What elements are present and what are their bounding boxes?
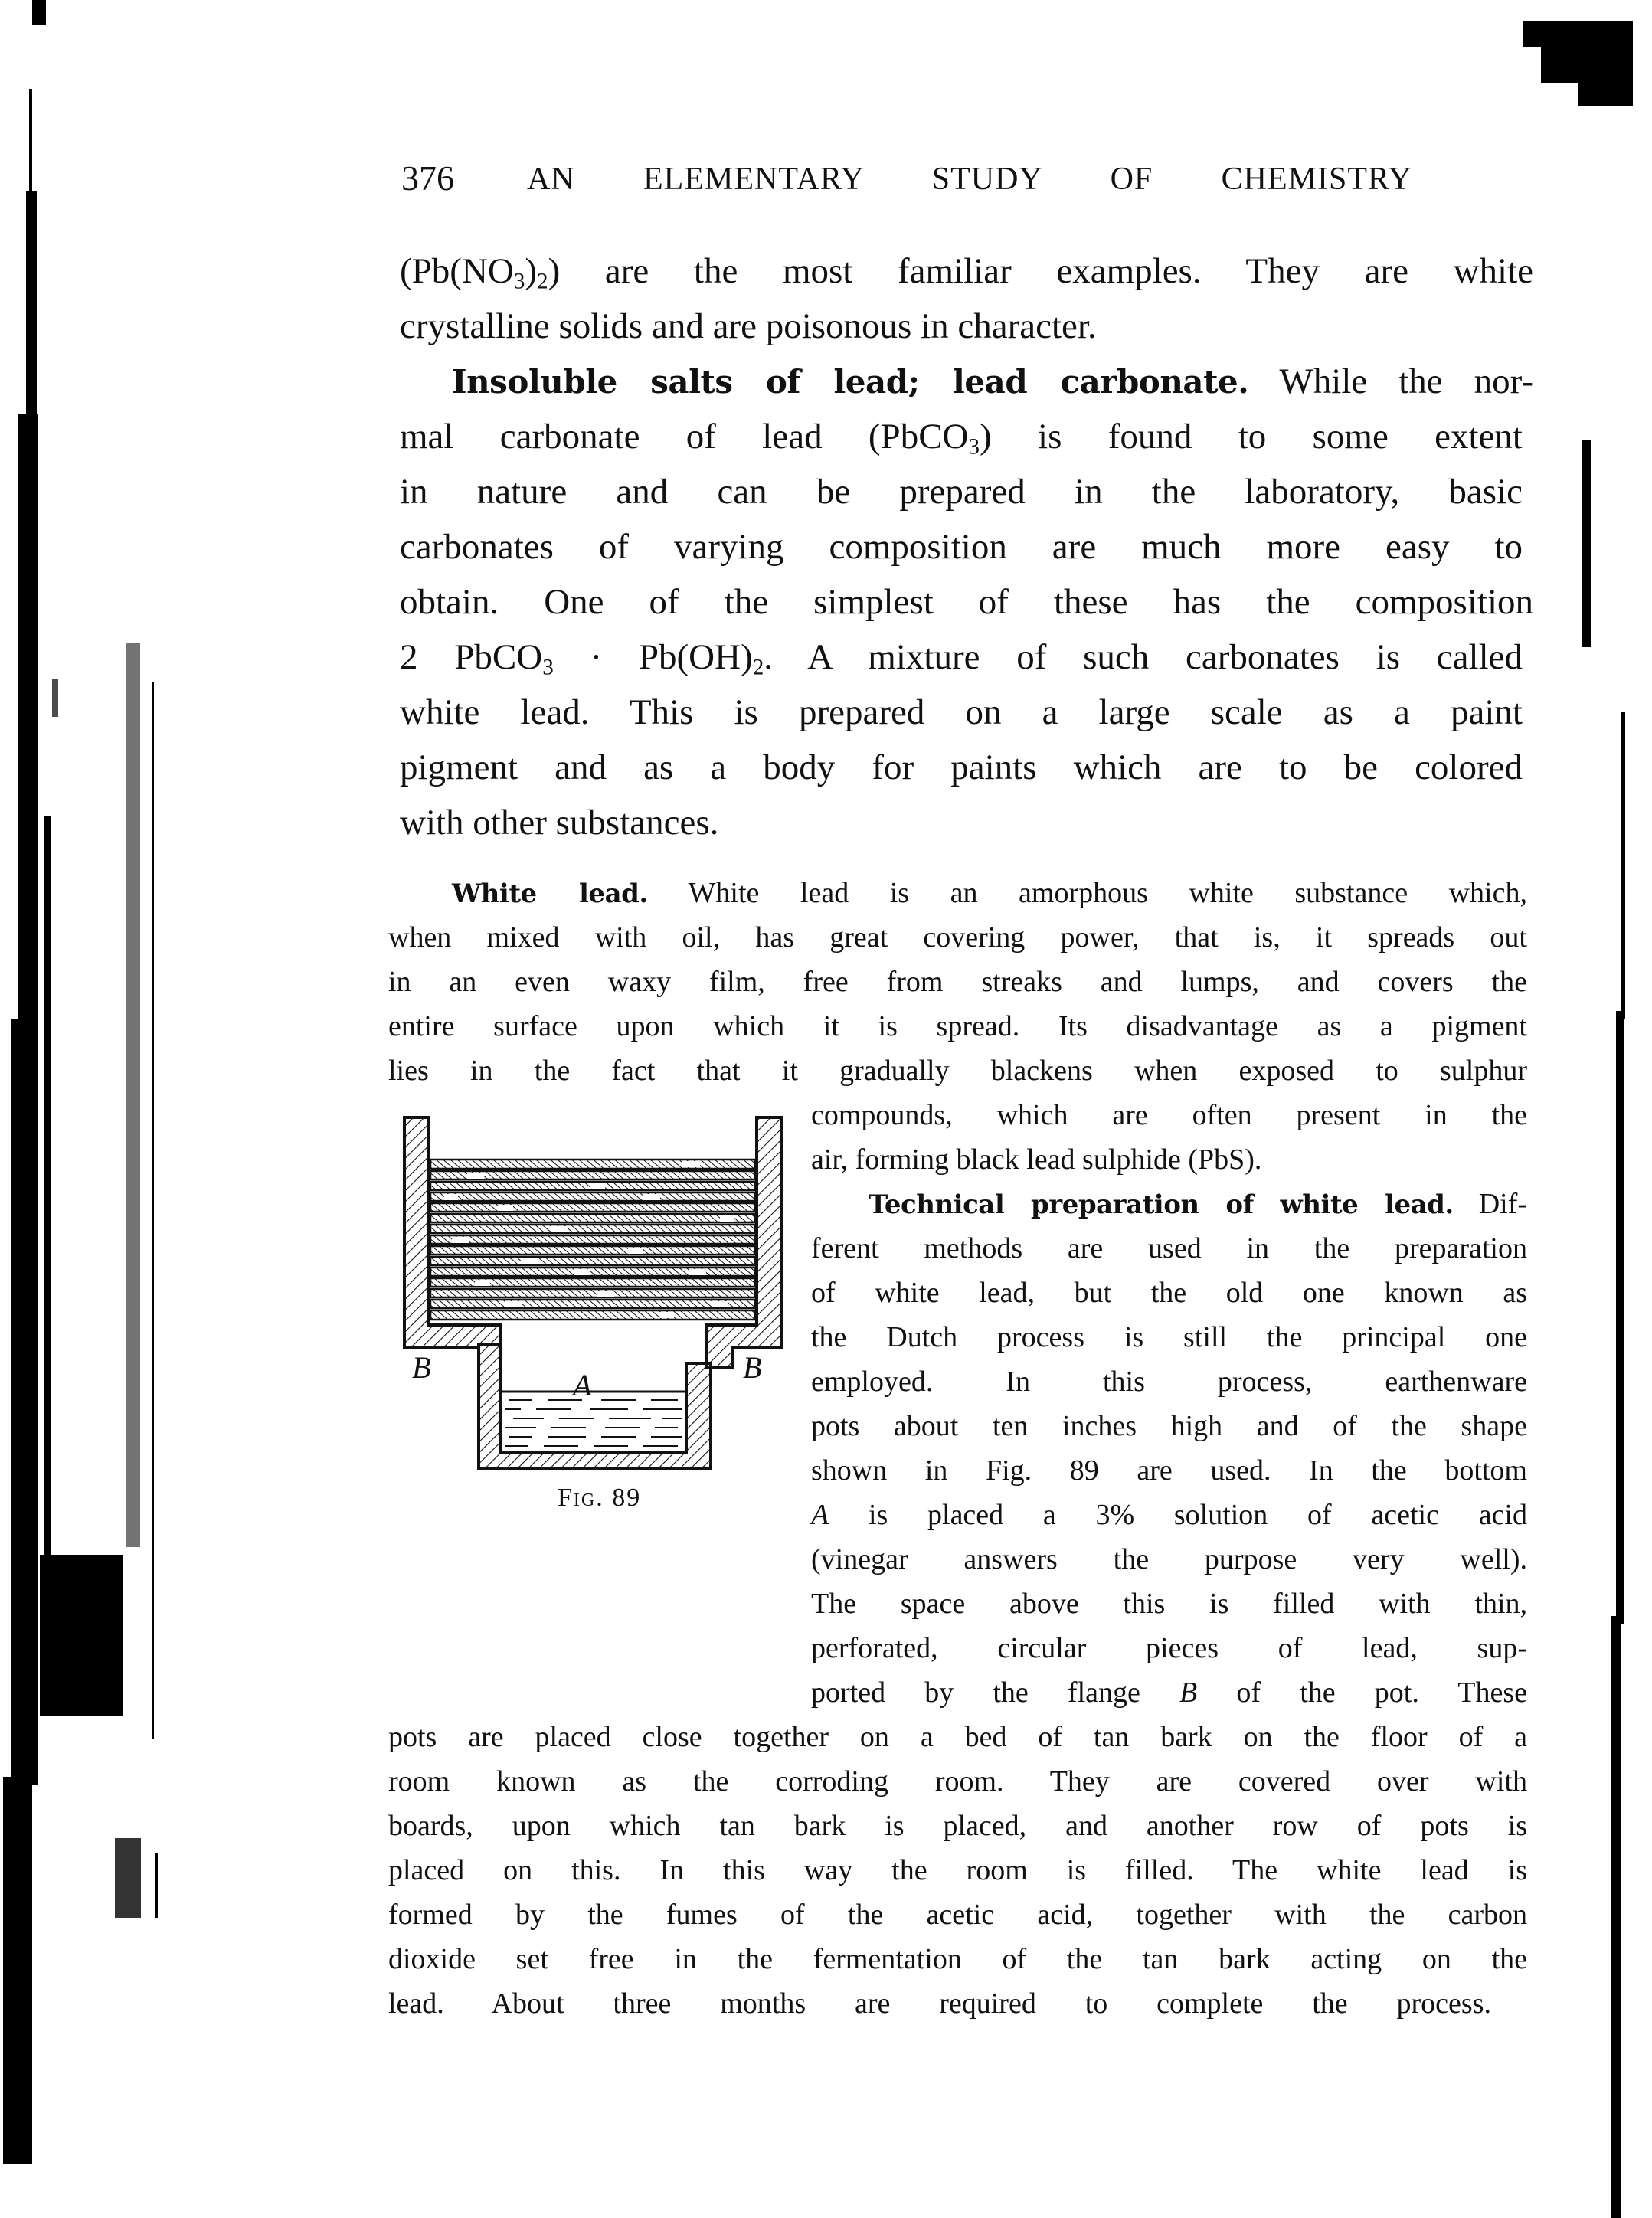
text-line: mal carbonate of lead (PbCO$_3$) is found to some extent bbox=[400, 417, 1523, 460]
text-line: Technical preparation of white lead. Dif- bbox=[869, 1188, 1528, 1220]
text-line: shown in Fig. 89 are used. In the bottom bbox=[811, 1454, 1527, 1487]
text-line: lies in the fact that it gradually blackens when exposed to sulphur bbox=[388, 1055, 1527, 1087]
text-line: white lead. This is prepared on a large scale as a paint bbox=[400, 692, 1523, 732]
text-line: carbonates of varying composition are much more easy to bbox=[400, 527, 1523, 567]
text-line: of white lead, but the old one known as bbox=[811, 1277, 1527, 1309]
text-line: with other substances. bbox=[400, 803, 719, 842]
text-line: crystalline solids and are poisonous in character. bbox=[400, 306, 1097, 346]
label-flange-right: B bbox=[743, 1350, 762, 1385]
label-flange-left: B bbox=[412, 1350, 431, 1385]
text-line: pots about ten inches high and of the shape bbox=[811, 1410, 1527, 1442]
acetic-acid-liquid bbox=[501, 1392, 686, 1446]
text-line: ferent methods are used in the preparation bbox=[811, 1232, 1527, 1264]
text-line: air, forming black lead sulphide (PbS). bbox=[811, 1143, 1262, 1176]
text-line: when mixed with oil, has great covering power, that is, it spreads out bbox=[388, 921, 1527, 954]
page-number: 376 bbox=[401, 159, 454, 198]
text-line: boards, upon which tan bark is placed, and another row of pots is bbox=[388, 1810, 1527, 1842]
figure-89 bbox=[398, 1111, 789, 1516]
text-line: the Dutch process is still the principal one bbox=[811, 1321, 1527, 1353]
text-line: entire surface upon which it is spread. Its disadvantage as a pigment bbox=[388, 1010, 1527, 1042]
text-line: compounds, which are often present in the bbox=[811, 1099, 1527, 1131]
section-heading: Insoluble salts of lead; lead carbonate. bbox=[452, 363, 1249, 401]
label-bottom-a: A bbox=[573, 1368, 592, 1402]
text-line: White lead. White lead is an amorphous white substance which, bbox=[452, 877, 1527, 909]
text-line: employed. In this process, earthenware bbox=[811, 1366, 1527, 1398]
text-line: $(Pb(NO_3)_2)$ are the most familiar examples. They are white bbox=[400, 251, 1533, 294]
figure-caption: Fig. 89 bbox=[558, 1484, 642, 1512]
section-heading: White lead. bbox=[452, 878, 648, 909]
section-heading: Technical preparation of white lead. bbox=[869, 1189, 1454, 1220]
text-line: A is placed a 3% solution of acetic acid bbox=[811, 1499, 1527, 1531]
text-line: formed by the fumes of the acetic acid, together with the carbon bbox=[388, 1899, 1527, 1931]
text-line: obtain. One of the simplest of these has the composition bbox=[400, 582, 1533, 622]
running-title: AN ELEMENTARY STUDY OF CHEMISTRY bbox=[527, 162, 1412, 197]
text-line: placed on this. In this way the room is filled. The white lead is bbox=[388, 1854, 1527, 1886]
text-line: (vinegar answers the purpose very well). bbox=[811, 1543, 1527, 1575]
text-line: dioxide set free in the fermentation of the tan bark acting on the bbox=[388, 1943, 1527, 1975]
text-line: in an even waxy film, free from streaks and lumps, and covers the bbox=[388, 966, 1527, 998]
lower-cup bbox=[479, 1344, 711, 1469]
text-line: lead. About three months are required to complete the process. bbox=[388, 1987, 1491, 2020]
text-line: pigment and as a body for paints which are to be colored bbox=[400, 748, 1523, 787]
text-line: Insoluble salts of lead; lead carbonate. While the nor- bbox=[452, 361, 1533, 401]
text-line: The space above this is filled with thin, bbox=[811, 1588, 1527, 1620]
text-line: pots are placed close together on a bed of tan bark on the floor of a bbox=[388, 1721, 1527, 1753]
text-line: perforated, circular pieces of lead, sup- bbox=[811, 1632, 1527, 1664]
dutch-process-pot-diagram bbox=[398, 1111, 789, 1478]
text-line: ported by the flange B of the pot. These bbox=[811, 1677, 1528, 1709]
text-line: room known as the corroding room. They are covered over with bbox=[388, 1765, 1527, 1798]
text-line: in nature and can be prepared in the laboratory, basic bbox=[400, 472, 1523, 512]
text-line: 2 PbCO$_3$ · $Pb(OH)_2$. A mixture of such carbonates is called bbox=[400, 637, 1523, 680]
